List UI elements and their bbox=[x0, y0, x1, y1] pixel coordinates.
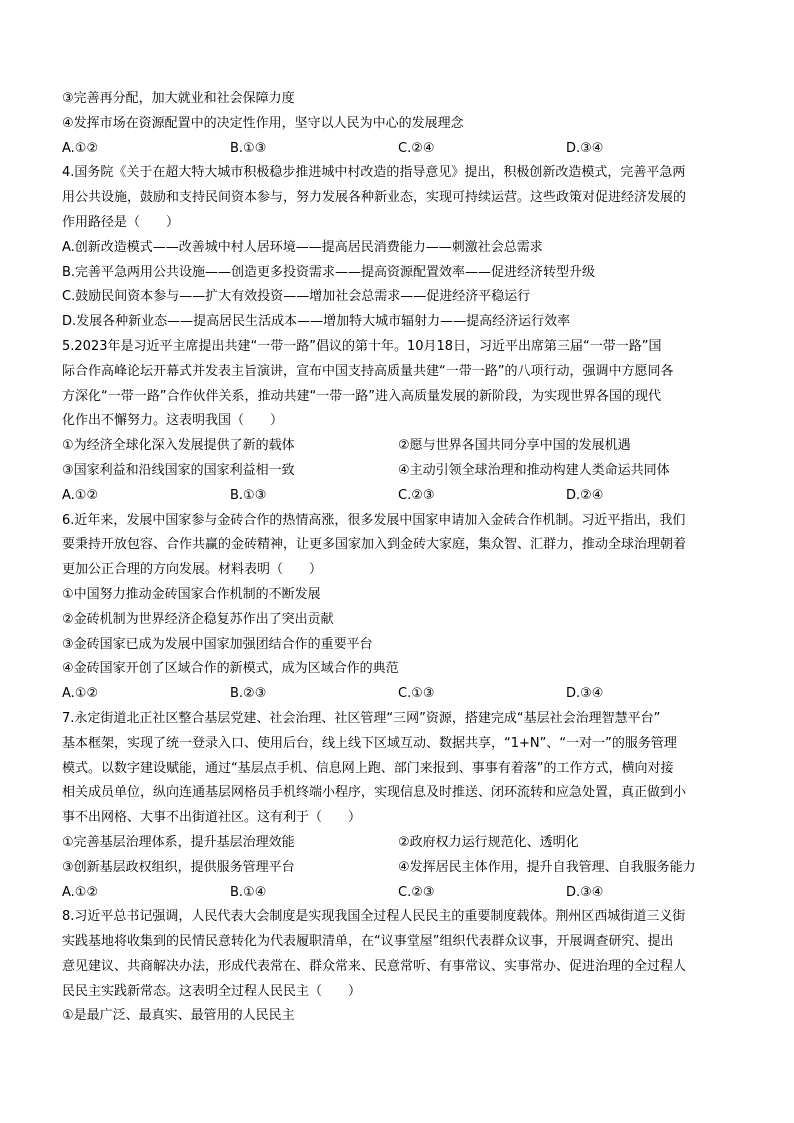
option-d: D.③④ bbox=[566, 140, 604, 156]
choice-b: B.完善平急两用公共设施——创造更多投资需求——提高资源配置效率——促进经济转型升级 bbox=[62, 264, 596, 280]
option-b: B.②③ bbox=[230, 686, 267, 702]
question-8 bbox=[62, 905, 734, 1029]
page-content bbox=[62, 87, 734, 1029]
question-stem-line: 更加公正合理的方向发展。材料表明（ ） bbox=[62, 562, 323, 578]
choice-d: D.发展各种新业态——提高居民生活成本——增加特大城市辐射力——提高经济运行效率 bbox=[62, 314, 571, 330]
option-d: D.③④ bbox=[566, 884, 604, 900]
statement-item: ②政府权力运行规范化、透明化 bbox=[398, 834, 579, 850]
answer-options bbox=[62, 137, 734, 162]
question-stem-line: 基本框架，实现了统一登录入口、使用后台，线上线下区域互动、数据共享，“1+N”、“一对一”的服务管理 bbox=[62, 735, 677, 751]
option-a: A.①② bbox=[62, 686, 99, 702]
question-stem-line: 4.国务院《关于在超大特大城市积极稳步推进城中村改造的指导意见》提出，积极创新改造模式，完善平急两 bbox=[62, 165, 686, 181]
statement-item: ④金砖国家开创了区域合作的新模式，成为区域合作的典范 bbox=[62, 661, 399, 677]
statement-row bbox=[62, 459, 734, 484]
statement-item: ③完善再分配，加大就业和社会保障力度 bbox=[62, 91, 295, 106]
option-c: C.①③ bbox=[398, 686, 435, 702]
question-6 bbox=[62, 509, 734, 707]
answer-options bbox=[62, 682, 734, 707]
question-stem-line: 实践基地将收集到的民情民意转化为代表履职清单，在“议事堂屋”组织代表群众议事，开展调查研究、提出 bbox=[62, 934, 674, 950]
question-stem-line: 7.永定街道北正社区整合基层党建、社会治理、社区管理“三网”资源，搭建完成“基层社会治理智慧平台” bbox=[62, 710, 661, 726]
statement-item: ③金砖国家已成为发展中国家加强团结合作的重要平台 bbox=[62, 636, 373, 652]
previous-question-tail bbox=[62, 87, 734, 161]
statement-row bbox=[62, 434, 734, 459]
option-c: C.②③ bbox=[398, 487, 435, 503]
option-b: B.①③ bbox=[230, 487, 267, 503]
answer-options bbox=[62, 881, 734, 906]
statement-item: ④主动引领全球治理和推动构建人类命运共同体 bbox=[398, 462, 670, 478]
question-stem-line: 模式。以数字建设赋能，通过“基层点手机、信息网上跑、部门来报到、事事有着落”的工作方式，横向对接 bbox=[62, 760, 674, 776]
question-stem-line: 要秉持开放包容、合作共赢的金砖精神，让更多国家加入到金砖大家庭，集众智、汇群力，推动全球治理朝着 bbox=[62, 537, 687, 553]
statement-item: ②愿与世界各国共同分享中国的发展机遇 bbox=[398, 438, 631, 454]
option-c: C.②④ bbox=[398, 140, 435, 156]
question-4 bbox=[62, 161, 734, 335]
option-c: C.②③ bbox=[398, 884, 435, 900]
question-stem-line: 方深化“一带一路”合作伙伴关系，推动共建“一带一路”进入高质量发展的新阶段，为实现世界各国的现代 bbox=[62, 388, 661, 404]
statement-item: ③创新基层政权组织，提供服务管理平台 bbox=[62, 859, 295, 875]
statement-item: ①为经济全球化深入发展提供了新的载体 bbox=[62, 438, 295, 454]
question-stem-line: 意见建议、共商解决办法，形成代表常在、群众常来、民意常听、有事常议、实事常办、促进治理的全过程人 bbox=[62, 958, 687, 974]
question-5 bbox=[62, 335, 734, 509]
question-stem-line: 事不出网格、大事不出街道社区。这有利于（ ） bbox=[62, 810, 362, 826]
question-stem-line: 民民主实践新常态。这表明全过程人民民主（ ） bbox=[62, 983, 362, 999]
statement-item: ③国家利益和沿线国家的国家利益相一致 bbox=[62, 462, 295, 478]
question-7 bbox=[62, 707, 734, 905]
option-d: D.②④ bbox=[566, 487, 604, 503]
choice-a: A.创新改造模式——改善城中村人居环境——提高居民消费能力——刺激社会总需求 bbox=[62, 239, 543, 255]
option-a: A.①② bbox=[62, 140, 99, 156]
choice-c: C.鼓励民间资本参与——扩大有效投资——增加社会总需求——促进经济平稳运行 bbox=[62, 289, 531, 305]
statement-item: ①完善基层治理体系，提升基层治理效能 bbox=[62, 834, 295, 850]
answer-options bbox=[62, 484, 734, 509]
statement-row bbox=[62, 856, 734, 881]
statement-item: ②金砖机制为世界经济企稳复苏作出了突出贡献 bbox=[62, 611, 334, 627]
statement-item: ④发挥居民主体作用，提升自我管理、自我服务能力 bbox=[398, 859, 696, 875]
statement-row bbox=[62, 831, 734, 856]
option-b: B.①④ bbox=[230, 884, 267, 900]
statement-item: ①是最广泛、最真实、最管用的人民民主 bbox=[62, 1008, 295, 1024]
question-stem-line: 化作出不懈努力。这表明我国（ ） bbox=[62, 413, 284, 429]
option-b: B.①③ bbox=[230, 140, 267, 156]
option-d: D.③④ bbox=[566, 686, 604, 702]
question-stem-line: 际合作高峰论坛开幕式并发表主旨演讲，宣布中国支持高质量共建“一带一路”的八项行动，强调中方愿同各 bbox=[62, 363, 674, 379]
question-stem-line: 用公共设施，鼓励和支持民间资本参与，努力发展各种新业态，实现可持续运营。这些政策对促进经济发展的 bbox=[62, 190, 687, 206]
question-stem-line: 6.近年来，发展中国家参与金砖合作的热情高涨，很多发展中国家申请加入金砖合作机制。习近平指出，我们 bbox=[62, 512, 686, 528]
option-a: A.①② bbox=[62, 487, 99, 503]
statement-item: ④发挥市场在资源配置中的决定性作用，坚守以人民为中心的发展理念 bbox=[62, 115, 464, 131]
statement-item: ①中国努力推动金砖国家合作机制的不断发展 bbox=[62, 586, 321, 602]
question-stem-line: 5.2023年是习近平主席提出共建“一带一路”倡议的第十年。10月18日，习近平出席第三届“一带一路”国 bbox=[62, 338, 662, 354]
option-a: A.①② bbox=[62, 884, 99, 900]
question-stem-line: 8.习近平总书记强调，人民代表大会制度是实现我国全过程人民民主的重要制度载体。荆州区西城街道三义街 bbox=[62, 909, 686, 925]
question-stem-line: 相关成员单位，纵向连通基层网格员手机终端小程序，实现信息及时推送、闭环流转和应急处置，真正做到小 bbox=[62, 785, 687, 801]
question-stem-line: 作用路径是（ ） bbox=[62, 214, 180, 230]
